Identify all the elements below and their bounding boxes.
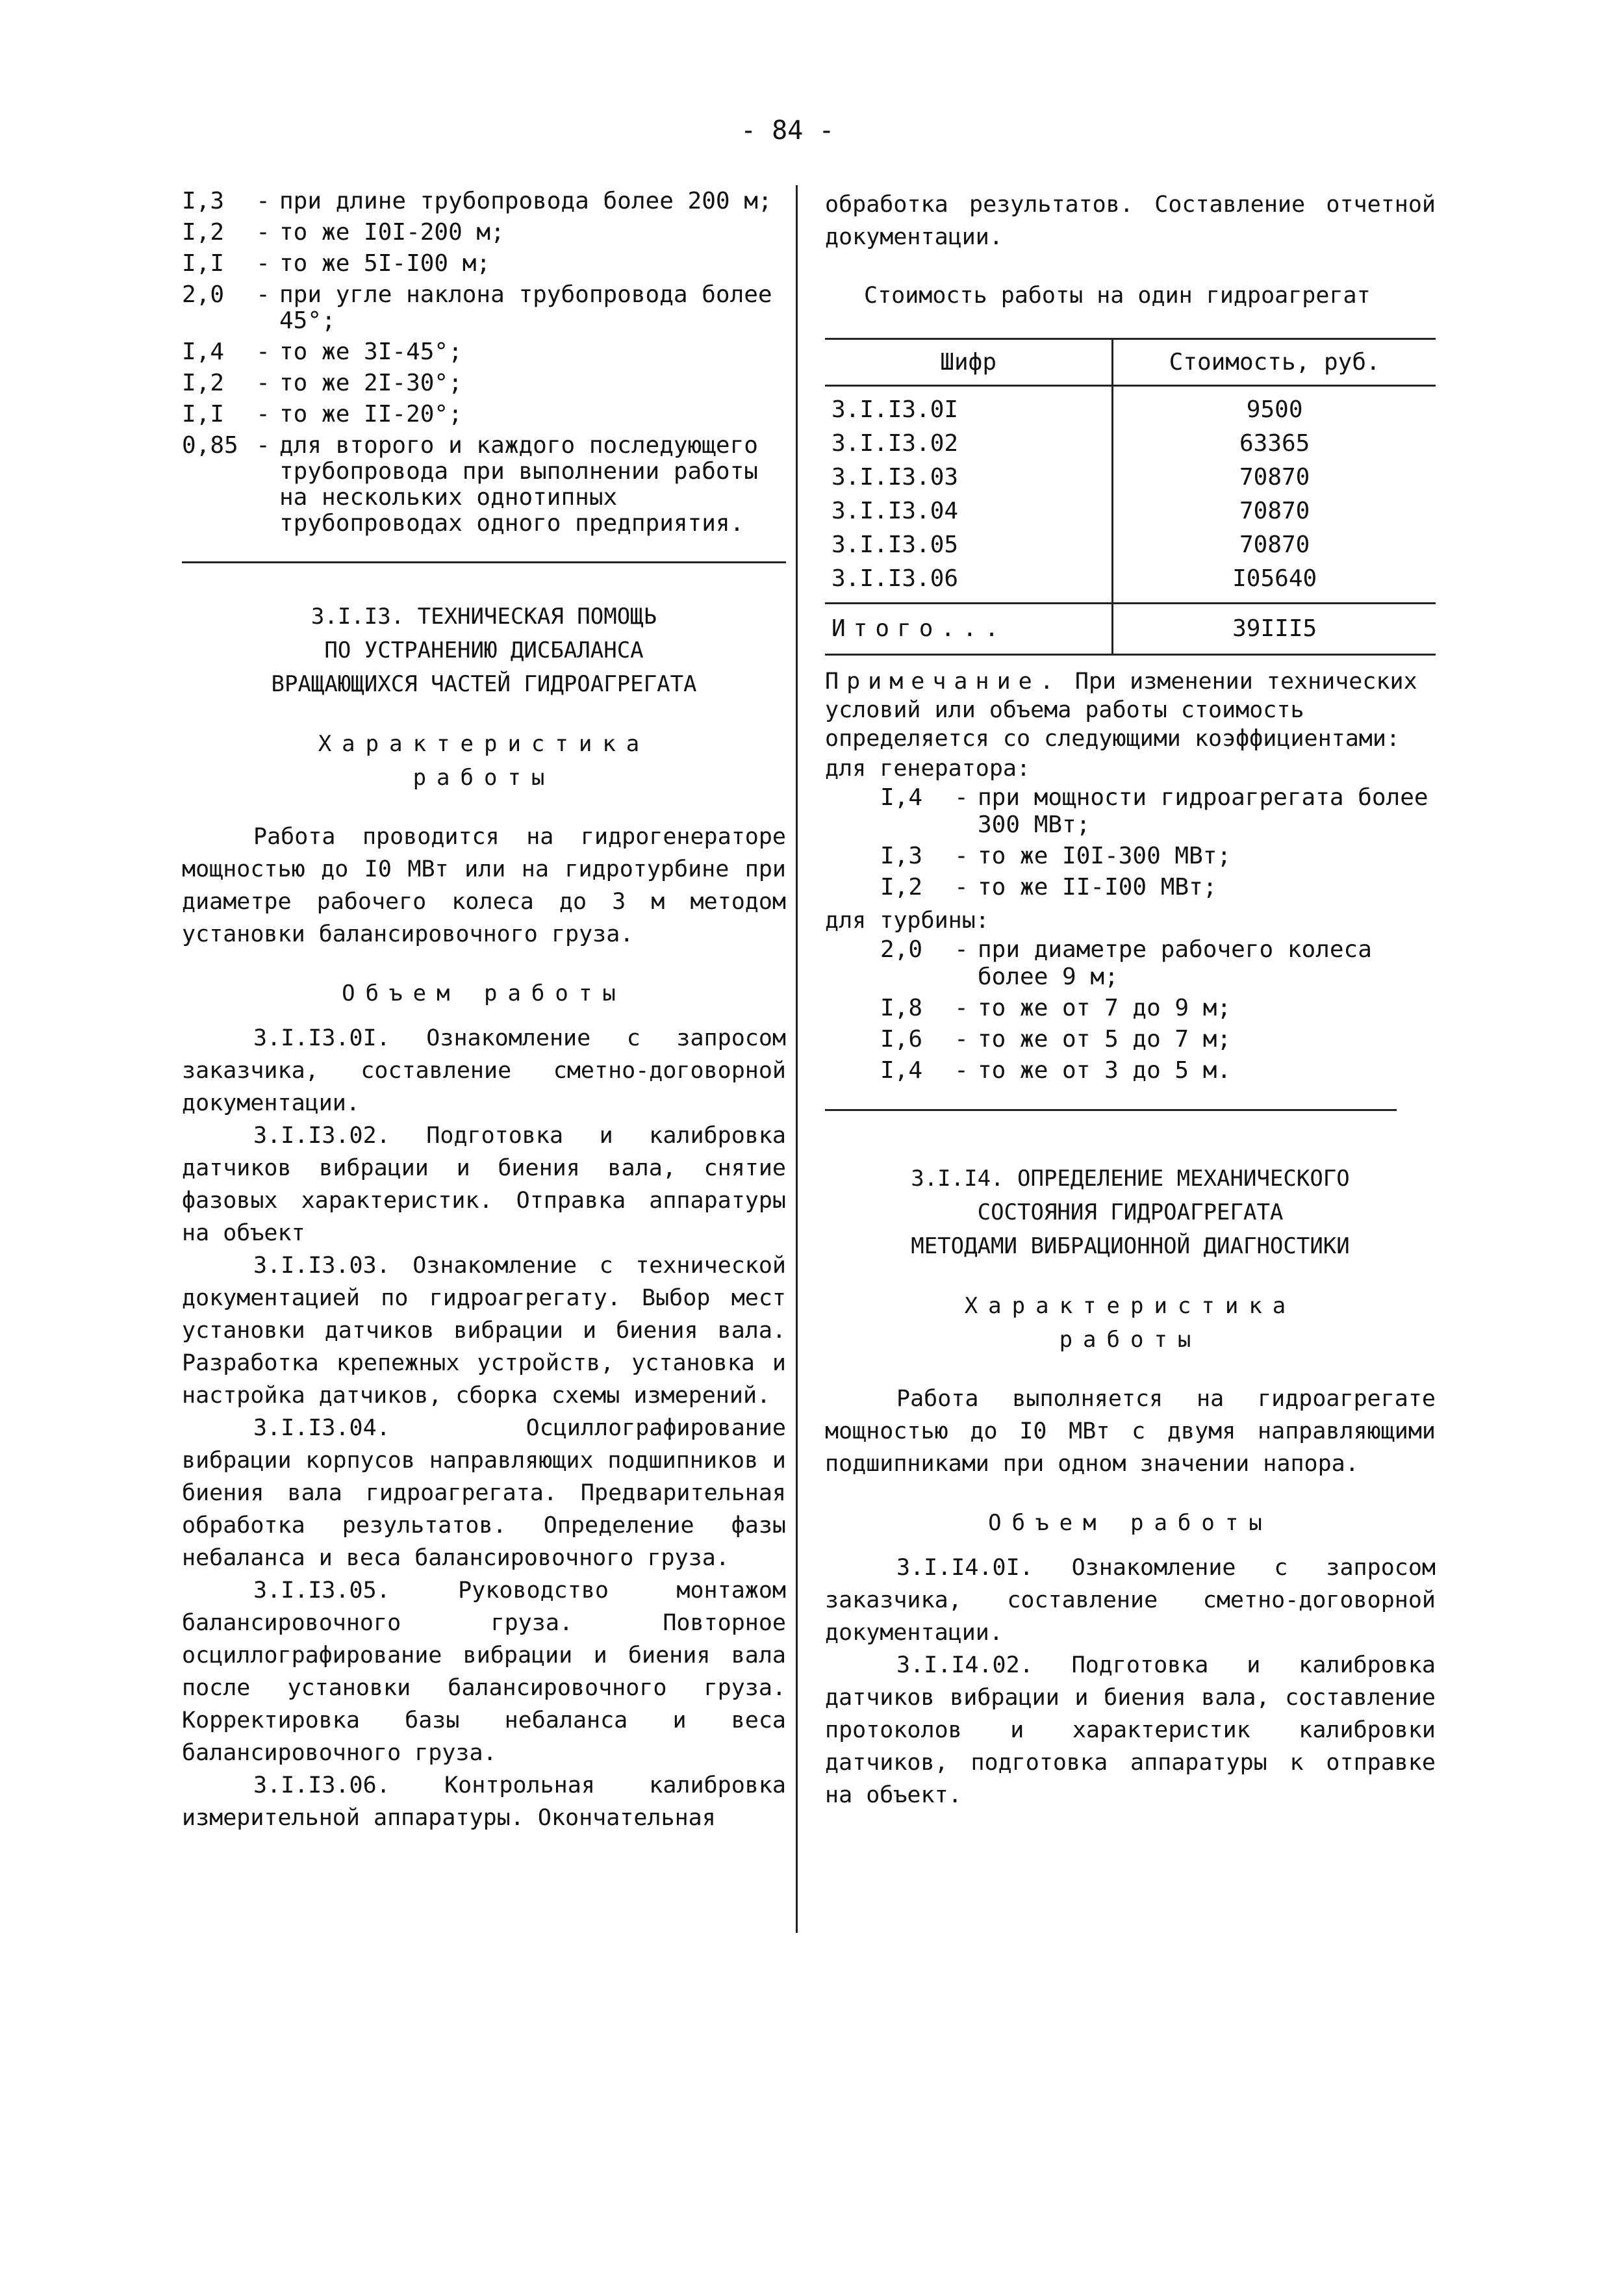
- coefficient-value: 0,85: [182, 432, 238, 459]
- work-item: 3.I.I3.03. Ознакомление с технической документацией по гидроагрегату. Выбор мест установки датчиков вибрации и биения вала. Разработка крепежных устройств, установка и настройка датчиков, сборка схемы измерений.: [182, 1253, 786, 1409]
- coefficient-row: I,3 - при длине трубопровода более 200 м;: [182, 188, 786, 214]
- page-number: - 84 -: [741, 116, 835, 146]
- work-item: 3.I.I3.0I. Ознакомление с запросом заказчика, составление сметно-договорной документации.: [182, 1025, 786, 1116]
- coefficient-text: то же 3I-45°;: [279, 339, 463, 365]
- coefficient-list: [182, 188, 786, 537]
- coefficient-row: I,3 - то же I0I-300 МВт;: [880, 843, 1232, 869]
- coefficient-value: I,2: [182, 219, 225, 246]
- note-text: При изменении технических условий или объема работы стоимость определяется со следующими коэффициентами:: [825, 669, 1417, 752]
- column-header-cost: Стоимость, руб.: [1113, 339, 1436, 386]
- coefficient-value: I,4: [182, 339, 225, 365]
- table-row: 3.I.I3.06 I05640: [825, 562, 1436, 604]
- column-header-code: Шифр: [825, 339, 1113, 386]
- work-item: 3.I.I3.06. Контрольная калибровка измерительной аппаратуры. Окончательная: [182, 1772, 786, 1831]
- work-item: 3.I.I3.04. Осциллографирование вибрации корпусов направляющих подшипников и биения вала гидроагрегата. Предварительная обработка результатов. Определение фазы небаланса и веса балансировочного груза.: [182, 1415, 786, 1571]
- coefficient-row: 0,85 - для второго и каждого последующего трубопровода при выполнении работы на нескольких однотипных трубопроводах одного предприятия.: [182, 433, 786, 537]
- coefficient-text: то же II-20°;: [279, 401, 463, 428]
- coefficient-text: при длине трубопровода более 200 м;: [279, 188, 772, 214]
- coefficient-value: I,I: [182, 401, 225, 428]
- characteristic-text: Работа проводится на гидрогенераторе мощностью до I0 МВт или на гидротурбине при диаметре рабочего колеса до 3 м методом установки балансировочного груза.: [182, 824, 786, 947]
- coefficient-row: I,2 - то же II-I00 МВт;: [880, 874, 1217, 901]
- characteristic-text: Работа выполняется на гидроагрегате мощностью до I0 МВт с двумя направляющими подшипниками при одном значении напора.: [825, 1386, 1436, 1477]
- coefficient-value: 2,0: [182, 281, 225, 308]
- volume-heading: Объем работы: [342, 980, 626, 1006]
- turbine-label: для турбины:: [825, 908, 989, 934]
- coefficient-row: I,I - то же II-20°;: [182, 402, 786, 428]
- table-total-row: Итого... 39III5: [825, 604, 1436, 655]
- coefficient-value: I,I: [182, 250, 225, 277]
- coefficient-row: I,4 - то же от 3 до 5 м.: [880, 1057, 1232, 1084]
- coefficient-text: то же 2I-30°;: [279, 370, 463, 396]
- coefficient-row: I,4 - то же 3I-45°;: [182, 339, 786, 365]
- column-divider: [796, 185, 798, 1933]
- coefficient-row: I,6 - то же от 5 до 7 м;: [880, 1026, 1232, 1053]
- coefficient-row: 2,0 - при диаметре рабочего колеса более 9 м;: [880, 936, 1372, 990]
- table-row: 3.I.I3.04 70870: [825, 494, 1436, 528]
- section-rule: [182, 561, 786, 563]
- coefficient-text: для второго и каждого последующего трубопровода при выполнении работы на нескольких однотипных трубопроводах одного предприятия.: [279, 432, 758, 537]
- characteristic-heading: Характеристика: [964, 1293, 1297, 1319]
- coefficient-value: I,3: [182, 188, 225, 214]
- work-item: 3.I.I4.02. Подготовка и калибровка датчиков вибрации и биения вала, составление протоколов и характеристик калибровки датчиков, подготовка аппаратуры к отправке на объект.: [825, 1652, 1436, 1808]
- coefficient-row: I,2 - то же I0I-200 м;: [182, 220, 786, 246]
- work-item: 3.I.I3.02. Подготовка и калибровка датчиков вибрации и биения вала, снятие фазовых характеристик. Отправка аппаратуры на объект: [182, 1123, 786, 1246]
- volume-heading: Объем работы: [988, 1510, 1273, 1536]
- left-column: [182, 188, 786, 1834]
- characteristic-heading-line2: работы: [412, 765, 555, 791]
- coefficient-row: I,I - то же 5I-I00 м;: [182, 251, 786, 277]
- characteristic-heading-line2: работы: [1059, 1327, 1202, 1353]
- cost-table: [825, 338, 1436, 656]
- coefficient-row: I,8 - то же от 7 до 9 м;: [880, 995, 1232, 1021]
- work-item: 3.I.I3.05. Руководство монтажом балансировочного груза. Повторное осциллографирование вибрации и биения вала после установки балансировочного груза. Корректировка базы небаланса и веса балансировочного груза.: [182, 1578, 786, 1766]
- coefficient-row: 2,0 - при угле наклона трубопровода более 45°;: [182, 282, 786, 334]
- coefficient-value: I,2: [182, 370, 225, 396]
- note: [825, 667, 1436, 753]
- table-row: 3.I.I3.03 70870: [825, 461, 1436, 494]
- table-row: 3.I.I3.0I 9500: [825, 386, 1436, 428]
- section-rule: [825, 1109, 1397, 1111]
- table-caption: Стоимость работы на один гидроагрегат: [864, 283, 1371, 309]
- coefficient-text: то же 5I-I00 м;: [279, 250, 491, 277]
- coefficient-row: I,2 - то же 2I-30°;: [182, 370, 786, 396]
- characteristic-heading: Характеристика: [318, 731, 650, 757]
- section-heading: 3.I.I3. ТЕХНИЧЕСКАЯ ПОМОЩЬ ПО УСТРАНЕНИЮ ДИСБАЛАНСА ВРАЩАЮЩИХСЯ ЧАСТЕЙ ГИДРОАГРЕГАТА: [271, 604, 697, 697]
- coefficient-text: то же I0I-200 м;: [279, 219, 505, 246]
- right-column: [825, 188, 1436, 1811]
- generator-label: для генератора:: [825, 756, 1031, 782]
- continuation-text: обработка результатов. Составление отчетной документации.: [825, 192, 1436, 250]
- coefficient-text: при угле наклона трубопровода более 45°;: [279, 281, 772, 334]
- work-item: 3.I.I4.0I. Ознакомление с запросом заказчика, составление сметно-договорной документации.: [825, 1555, 1436, 1646]
- table-row: 3.I.I3.05 70870: [825, 528, 1436, 562]
- section-heading: 3.I.I4. ОПРЕДЕЛЕНИЕ МЕХАНИЧЕСКОГО СОСТОЯНИЯ ГИДРОАГРЕГАТА МЕТОДАМИ ВИБРАЦИОННОЙ ДИАГНОСТИКИ: [911, 1166, 1350, 1259]
- note-label: Примечание.: [825, 669, 1061, 695]
- coefficient-row: I,4 - при мощности гидроагрегата более 300 МВт;: [880, 784, 1428, 838]
- table-row: 3.I.I3.02 63365: [825, 427, 1436, 461]
